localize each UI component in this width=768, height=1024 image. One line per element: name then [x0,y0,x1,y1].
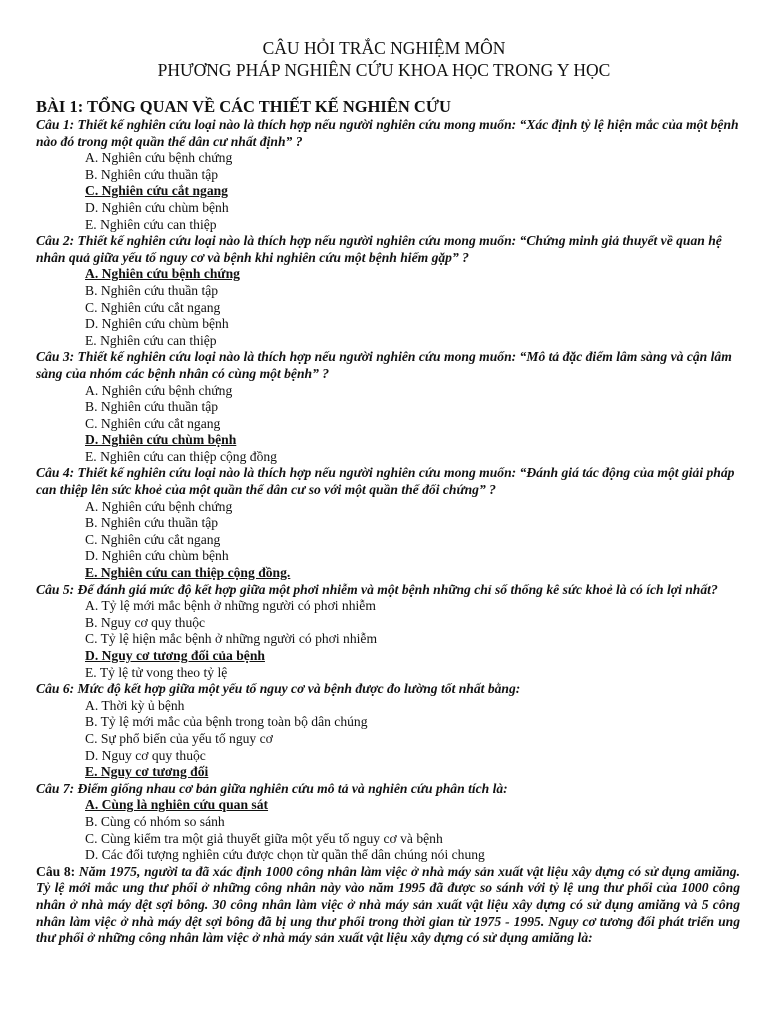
answer-option: C. Cùng kiểm tra một giả thuyết giữa một yếu tố nguy cơ và bệnh [85,830,443,846]
answer-option: C. Nghiên cứu cắt ngang [85,415,221,431]
answer-option-correct: E. Nguy cơ tương đối [85,764,209,780]
answer-option: D. Nghiên cứu chùm bệnh [85,548,229,564]
question-block-2 [36,233,740,349]
question-block-4 [36,465,740,581]
question-label: Câu 8: [36,863,76,879]
answer-option: E. Nghiên cứu can thiệp [85,332,217,348]
answer-option: A. Thời kỳ ủ bệnh [85,697,185,713]
answer-option: E. Tỷ lệ tử vong theo tỷ lệ [85,664,228,680]
question-text [36,864,740,947]
answer-option: B. Nghiên cứu thuần tập [85,515,219,531]
answer-option: D. Nghiên cứu chùm bệnh [85,199,229,215]
question-block-6 [36,681,740,781]
answer-option: B. Nghiên cứu thuần tập [85,282,219,298]
answer-option: B. Cùng có nhóm so sánh [85,813,225,829]
answer-option: A. Nghiên cứu bệnh chứng [85,150,233,166]
question-block-5 [36,582,740,682]
answer-option: E. Nghiên cứu can thiệp [85,216,217,232]
answer-option-correct: D. Nguy cơ tương đối của bệnh [85,648,265,663]
answer-option-correct: D. Nghiên cứu chùm bệnh [85,432,237,448]
answer-option: C. Tỷ lệ hiện mắc bệnh ở những người có phơi nhiễm [85,631,378,647]
question-text: Câu 6: Mức độ kết hợp giữa một yếu tố nguy cơ và bệnh được đo lường tốt nhất bằng: [36,681,521,697]
answer-option: B. Nghiên cứu thuần tập [85,166,219,182]
question-text: Câu 3: Thiết kế nghiên cứu loại nào là thích hợp nếu người nghiên cứu mong muốn: “Mô tả đặc điểm lâm sàng và cận lâm sàng của nhóm các bệnh nhân có cùng một bệnh” ? [36,349,732,381]
document-title-line-2: PHƯƠNG PHÁP NGHIÊN CỨU KHOA HỌC TRONG Y HỌC [157,60,611,80]
answer-option: D. Các đối tượng nghiên cứu được chọn từ quần thể dân chúng nói chung [85,847,485,863]
answer-option: B. Nguy cơ quy thuộc [85,614,206,630]
answer-option-correct: E. Nghiên cứu can thiệp cộng đồng. [85,565,291,581]
document-content [36,97,740,947]
question-body: Năm 1975, người ta đã xác định 1000 công nhân làm việc ở nhà máy sản xuất vật liệu xây dựng có sử dụng amiăng. Tỷ lệ mới mắc ung thư phổi ở những công nhân này vào năm 1995 đã được so sánh với tỷ lệ ung thư phổi của 1000 công nhân ở nhà máy dệt sợi bông. 30 công nhân làm việc ở nhà máy sản xuất vật liệu xây dựng có sử dụng amiăng và 5 công nhân làm việc ở nhà máy dệt sợi bông đã bị ung thư phổi trong thời gian từ 1975 - 1995. Nguy cơ tương đối phát triển ung thư phổi ở những công nhân làm việc ở nhà máy sản xuất vật liệu xây dựng có sử dụng amiăng là: [36,863,740,946]
answer-option: B. Nghiên cứu thuần tập [85,399,219,415]
question-block-7 [36,781,740,864]
question-block-8 [36,864,740,947]
question-text: Câu 2: Thiết kế nghiên cứu loại nào là thích hợp nếu người nghiên cứu mong muốn: “Chứng minh giả thuyết về quan hệ nhân quả giữa yếu tố nguy cơ và bệnh khi nghiên cứu một bệnh hiếm gặp” ? [36,233,722,265]
answer-option: C. Nghiên cứu cắt ngang [85,531,221,547]
answer-option: B. Tỷ lệ mới mắc của bệnh trong toàn bộ dân chúng [85,714,368,730]
answer-option-correct: A. Cùng là nghiên cứu quan sát [85,797,269,813]
answer-option: D. Nguy cơ quy thuộc [85,747,206,763]
answer-option: A. Tỷ lệ mới mắc bệnh ở những người có phơi nhiễm [85,598,376,614]
answer-option-correct: C. Nghiên cứu cắt ngang [85,183,228,199]
document-title-line-1: CÂU HỎI TRẮC NGHIỆM MÔN [262,38,506,58]
answer-option: A. Nghiên cứu bệnh chứng [85,382,233,398]
answer-option: C. Sự phổ biến của yếu tố nguy cơ [85,730,273,746]
answer-option: A. Nghiên cứu bệnh chứng [85,498,233,514]
question-text: Câu 5: Để đánh giá mức độ kết hợp giữa một phơi nhiễm và một bệnh những chỉ số thống kê sức khoẻ là có ích lợi nhất? [36,581,718,597]
answer-option-correct: A. Nghiên cứu bệnh chứng [85,266,240,282]
question-text: Câu 7: Điểm giống nhau cơ bản giữa nghiên cứu mô tả và nghiên cứu phân tích là: [36,780,508,796]
answer-option: D. Nghiên cứu chùm bệnh [85,316,229,332]
answer-option: E. Nghiên cứu can thiệp cộng đồng [85,448,277,464]
section-heading: BÀI 1: TỔNG QUAN VỀ CÁC THIẾT KẾ NGHIÊN CỨU [36,97,451,116]
question-block-1 [36,117,740,233]
question-text: Câu 1: Thiết kế nghiên cứu loại nào là thích hợp nếu người nghiên cứu mong muốn: “Xác định tỷ lệ hiện mắc của một bệnh nào đó trong một quần thể dân cư nhất định” ? [36,117,739,149]
question-block-3 [36,349,740,465]
answer-option: C. Nghiên cứu cắt ngang [85,299,221,315]
question-text: Câu 4: Thiết kế nghiên cứu loại nào là thích hợp nếu người nghiên cứu mong muốn: “Đánh giá tác động của một giải pháp can thiệp lên sức khoẻ của một quần thể dân cư so với một quần thể đối chứng” ? [36,465,735,498]
